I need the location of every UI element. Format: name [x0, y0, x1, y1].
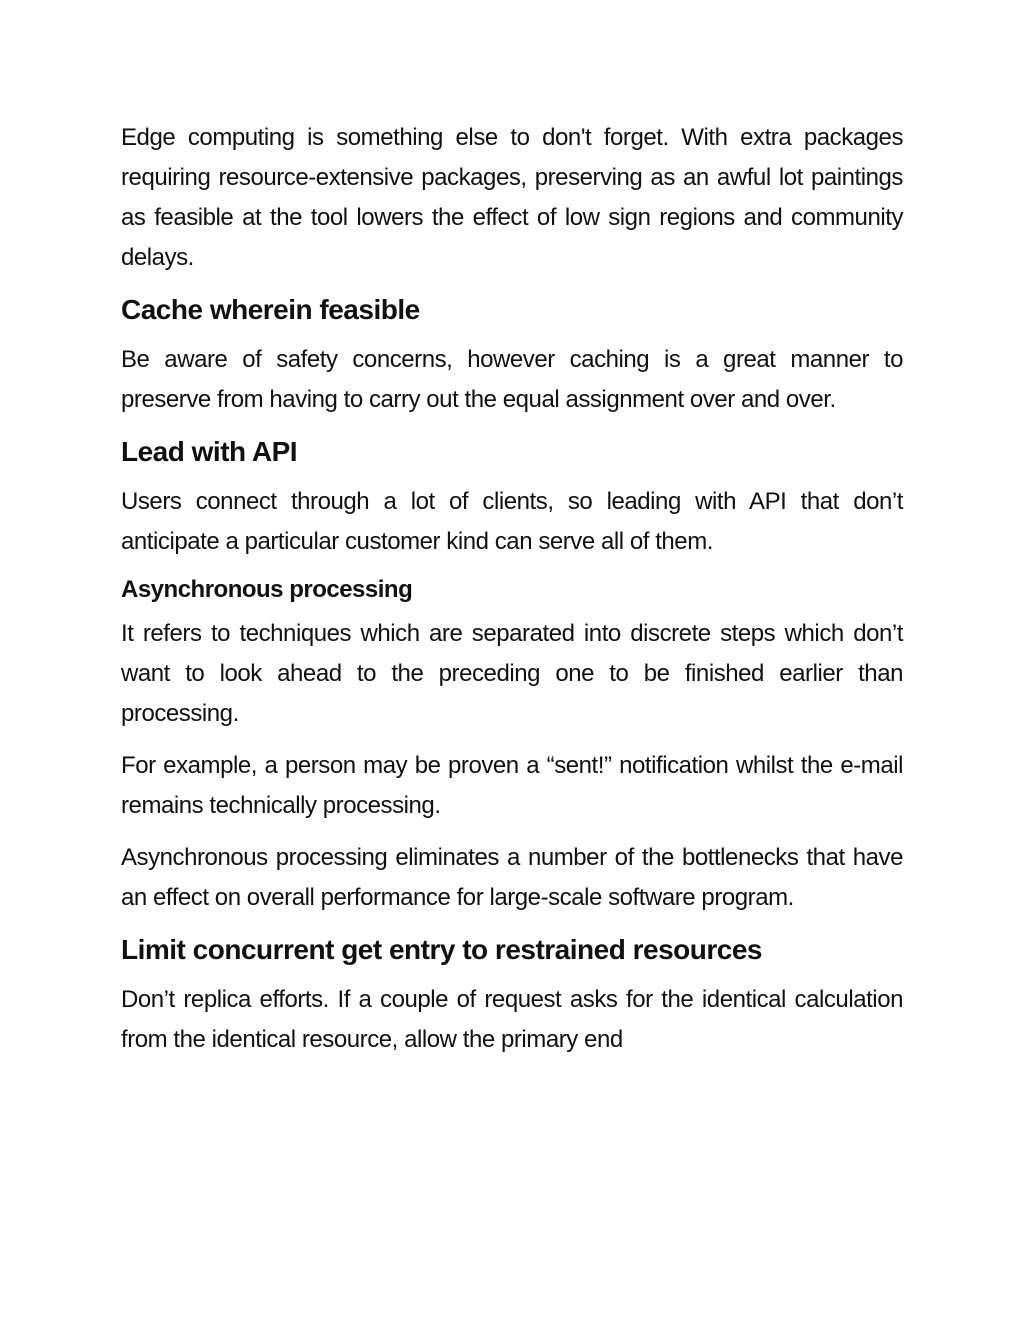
paragraph-limit: Don’t replica efforts. If a couple of request asks for the identical calculation from the identical resource, allow the primary end	[121, 986, 903, 1053]
paragraph-cache: Be aware of safety concerns, however caching is a great manner to preserve from having to carry out the equal assignment over and over.	[121, 346, 903, 413]
paragraph-api: Users connect through a lot of clients, so leading with API that don’t anticipate a particular customer kind can serve all of them.	[121, 488, 903, 555]
paragraph-async-1: It refers to techniques which are separated into discrete steps which don’t want to look ahead to the preceding one to be finished earlier than processing.	[121, 620, 903, 727]
paragraph-async-3: Asynchronous processing eliminates a number of the bottlenecks that have an effect on overall performance for large-scale software program.	[121, 844, 903, 911]
heading-limit-concurrent: Limit concurrent get entry to restrained resources	[121, 934, 762, 965]
paragraph-edge-computing: Edge computing is something else to don't forget. With extra packages requiring resource-extensive packages, preserving as an awful lot paintings as feasible at the tool lowers the effect of low sign regions and community delays.	[121, 124, 903, 271]
heading-cache: Cache wherein feasible	[121, 294, 420, 325]
paragraph-async-2: For example, a person may be proven a “sent!” notification whilst the e-mail remains technically processing.	[121, 752, 903, 819]
document-page	[121, 118, 903, 1072]
heading-asynchronous-processing: Asynchronous processing	[121, 576, 413, 603]
heading-lead-with-api: Lead with API	[121, 436, 298, 467]
